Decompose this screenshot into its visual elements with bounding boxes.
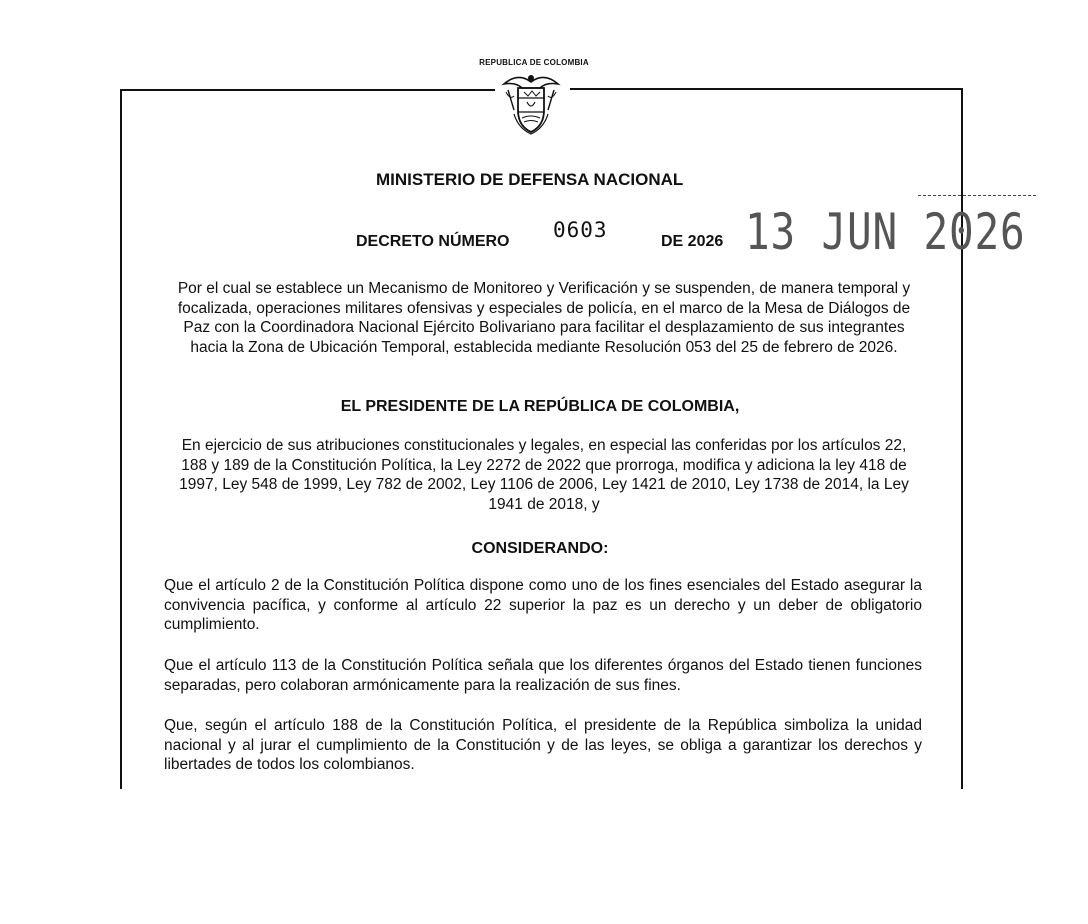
consideration-paragraph: Que el artículo 113 de la Constitución Política señala que los diferentes órganos del Estado tienen funciones separadas, pero colaboran armónicamente para la realización de sus fines. [164,657,922,694]
coat-of-arms-icon [500,70,562,136]
decree-label: DECRETO NÚMERO [356,233,510,250]
country-name: REPUBLICA DE COLOMBIA [479,58,589,67]
stamp-line [918,195,1036,196]
president-heading: EL PRESIDENTE DE LA REPÚBLICA DE COLOMBIA, [340,398,740,415]
frame-top-left-border [120,89,495,91]
frame-right-border [961,88,963,789]
consideration-paragraph: Que el artículo 2 de la Constitución Política dispone como uno de los fines esenciales del Estado asegurar la convivencia pacífica, y conforme al artículo 22 superior la paz es un derecho y un deber de obligatorio cumplimiento. [164,577,922,633]
considerando-heading: CONSIDERANDO: [471,540,609,557]
powers-paragraph: En ejercicio de sus atribuciones constitucionales y legales, en especial las conferidas por los artículos 22, 188 y 189 de la Constitución Política, la Ley 2272 de 2022 que prorroga, modifica y adiciona la ley 418 de 1997, Ley 548 de 1999, Ley 782 de 2002, Ley 1106 de 2006, Ley 1421 de 2010, Ley 1738 de 2014, la Ley 1941 de 2018, y [179,437,909,513]
date-stamp: 13 JUN 2026 [745,203,1026,261]
decree-number: 0603 [553,218,608,242]
consideration-paragraph: Que, según el artículo 188 de la Constitución Política, el presidente de la República simboliza la unidad nacional y al jurar el cumplimiento de la Constitución y de las leyes, se obliga a garantizar los derechos y libertades de todos los colombianos. [164,717,922,773]
decree-summary: Por el cual se establece un Mecanismo de Monitoreo y Verificación y se suspenden, de manera temporal y focalizada, operaciones militares ofensivas y especiales de policía, en el marco de la Mesa de Diálogos de Paz con la Coordinadora Nacional Ejército Bolivariano para facilitar el desplazamiento de sus integrantes hacia la Zona de Ubicación Temporal, establecida mediante Resolución 053 del 25 de febrero de 2026. [177,280,911,356]
decree-year: DE 2026 [661,233,724,250]
ministry-title: MINISTERIO DE DEFENSA NACIONAL [376,170,684,189]
frame-left-border [120,89,122,789]
frame-top-right-border [570,88,963,90]
